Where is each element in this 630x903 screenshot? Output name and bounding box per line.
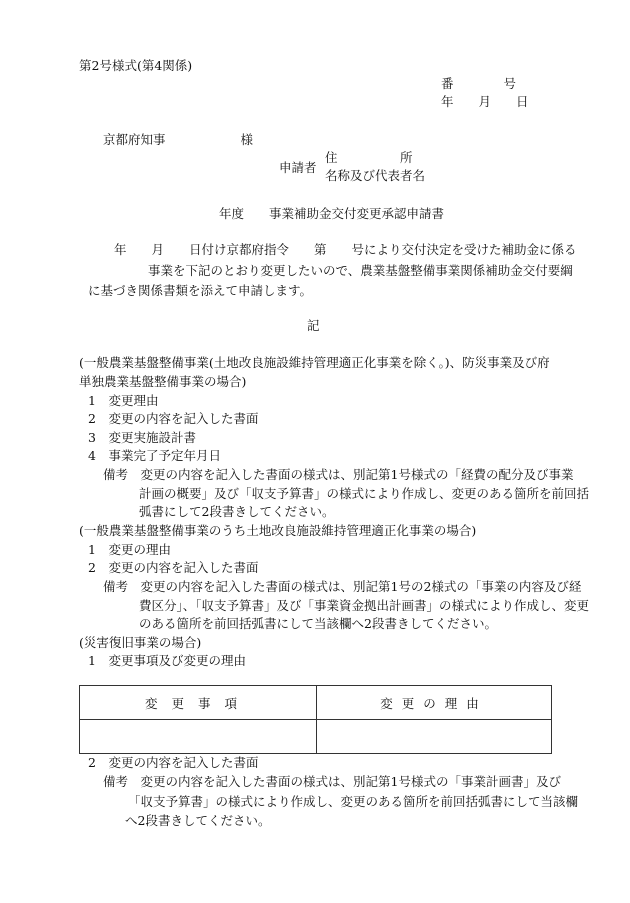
date-label: 年 月 日: [441, 94, 529, 109]
section3-item-2: 2 変更の内容を記入した書面: [88, 755, 259, 770]
section1-item: 1 変更理由: [88, 393, 159, 408]
section2-item: 2 変更の内容を記入した書面: [88, 560, 259, 575]
form-label: 第2号様式(第4関係): [79, 58, 193, 73]
section1-heading-line-1: (一般農業基盤整備事業(土地改良施設維持管理適正化事業を除く。)、防災事業及び府: [79, 355, 550, 370]
body-line-3: に基づき関係書類を添えて申請します。: [88, 283, 313, 298]
table-header-change-item: 変更事項: [80, 686, 317, 720]
section3-item-1: 1 変更事項及び変更の理由: [88, 653, 246, 668]
section1-note-line-1: 備考 変更の内容を記入した書面の様式は、別記第1号様式の「経費の配分及び事業: [103, 467, 574, 482]
document-title: 年度 事業補助金交付変更承認申請書: [219, 206, 445, 221]
body-line-1: 年 月 日付け京都府指令 第 号により交付決定を受けた補助金に係る: [114, 242, 577, 257]
section3-heading: (災害復旧事業の場合): [79, 635, 202, 650]
section2-note-line-3: のある箇所を前回括弧書にして当該欄へ2段書きしてください。: [139, 616, 497, 631]
ki-heading: 記: [307, 318, 320, 333]
section3-note-line-2: 「収支予算書」の様式により作成し、変更のある箇所を前回括弧書にして当該欄: [128, 794, 579, 809]
section1-item: 2 変更の内容を記入した書面: [88, 411, 259, 426]
section1-note-line-2: 計画の概要」及び「収支予算書」の様式により作成し、変更のある箇所を前回括: [139, 486, 590, 501]
applicant-label: 申請者: [279, 160, 317, 175]
table-cell-change-item[interactable]: [80, 720, 317, 754]
recipient-line: 京都府知事 様: [103, 132, 254, 147]
section2-heading: (一般農業基盤整備事業のうち土地改良施設維持管理適正化事業の場合): [79, 523, 477, 538]
section1-note-line-3: 弧書にして2段書きしてください。: [139, 504, 335, 519]
section1-heading-line-2: 単独農業基盤整備事業の場合): [79, 374, 247, 389]
table-cell-change-reason[interactable]: [317, 720, 552, 754]
body-line-2: 事業を下記のとおり変更したいので、農業基盤整備事業関係補助金交付要綱: [148, 263, 573, 278]
section3-note-line-3: へ2段書きしてください。: [125, 813, 271, 828]
section1-item: 4 事業完了予定年月日: [88, 448, 221, 463]
table-header-change-reason: 変更の理由: [317, 686, 552, 720]
section3-note-line-1: 備考 変更の内容を記入した書面の様式は、別記第1号様式の「事業計画書」及び: [103, 774, 561, 789]
section2-note-line-2: 費区分」、「収支予算書」及び「事業資金拠出計画書」の様式により作成し、変更: [139, 598, 590, 613]
changes-table: [79, 685, 552, 754]
number-label: 番 号: [441, 76, 517, 91]
section2-item: 1 変更の理由: [88, 542, 171, 557]
applicant-name-label: 名称及び代表者名: [325, 168, 426, 183]
applicant-address-label: 住 所: [325, 150, 413, 165]
section1-item: 3 変更実施設計書: [88, 430, 196, 445]
section2-note-line-1: 備考 変更の内容を記入した書面の様式は、別記第1号の2様式の「事業の内容及び経: [103, 579, 582, 594]
